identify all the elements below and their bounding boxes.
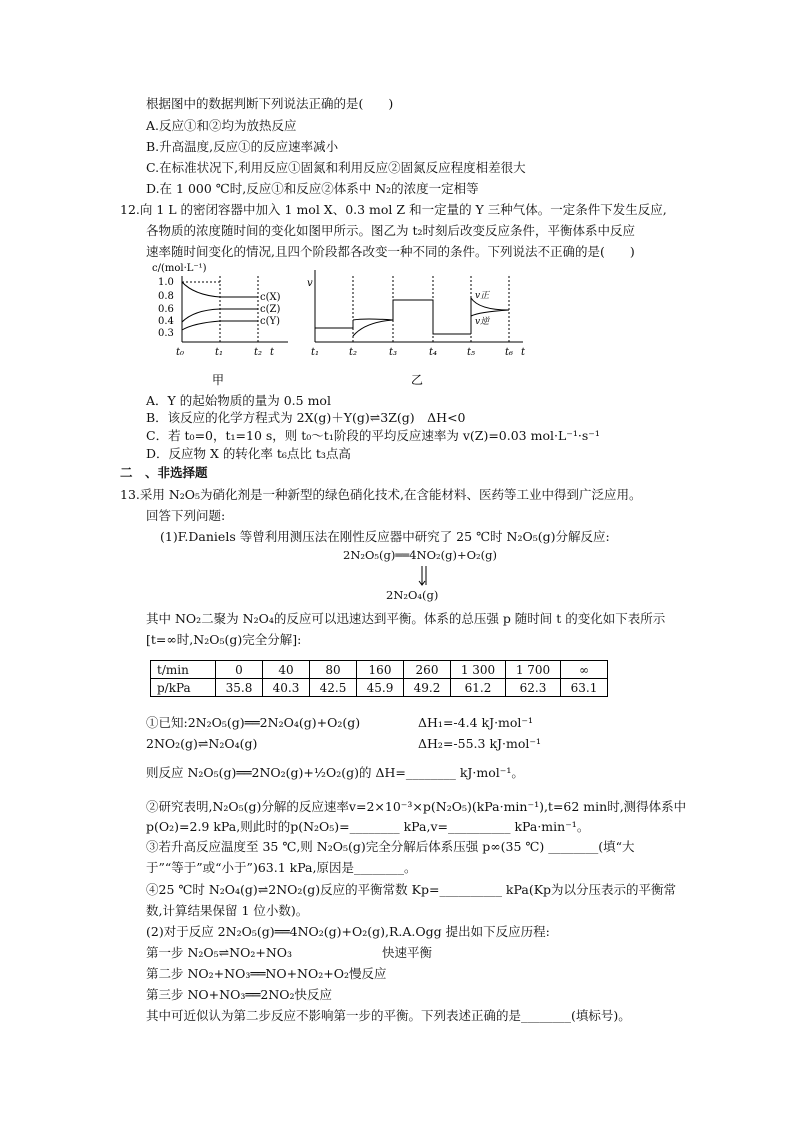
q13-step3: 第三步 NO+NO₃══2NO₂快反应 xyxy=(146,987,333,1002)
q13-known-1-dh: ΔH₁=-4.4 kJ·mol⁻¹ xyxy=(418,715,534,730)
jia-label-z: c(Z) xyxy=(260,304,281,315)
jia-xtick-t: t xyxy=(270,347,275,358)
pressure-table xyxy=(150,660,608,697)
q13-subq3-line1: ③若升高反应温度至 35 ℃,则 N₂O₅(g)完全分解后体系压强 p∞(35 ℃) ________(填“大 xyxy=(146,839,635,854)
yi-xtick-t4: t₄ xyxy=(429,347,438,358)
equilibrium-arrow-icon xyxy=(414,565,438,587)
q12-option-b: B．该反应的化学方程式为 2X(g)＋Y(g)⇌3Z(g) ΔH<0 xyxy=(146,410,466,425)
table-cell: 1 300 xyxy=(451,661,506,679)
yi-label-vni: v逆 xyxy=(475,317,490,327)
q13-equation-bottom: 2N₂O₄(g) xyxy=(386,588,439,602)
q11-option-a: A.反应①和②均为放热反应 xyxy=(146,118,297,133)
table-cell: 45.9 xyxy=(357,679,404,697)
jia-ytick-03: 0.3 xyxy=(158,328,174,339)
yi-stage1 xyxy=(315,320,393,336)
table-cell: 160 xyxy=(357,661,404,679)
yi-stage1-b xyxy=(353,319,393,320)
yi-xtick-t3: t₃ xyxy=(389,347,398,358)
yi-ylabel: v xyxy=(307,278,313,289)
q13-para3: [t=∞时,N₂O₅(g)完全分解]: xyxy=(146,632,302,647)
yi-label-vzheng: v正 xyxy=(475,291,490,301)
q13-step1: 第一步 N₂O₅⇌NO₂+NO₃ xyxy=(146,945,293,960)
table-cell: 49.2 xyxy=(404,679,451,697)
yi-v-forward xyxy=(471,298,509,334)
q13-step1-note: 快速平衡 xyxy=(382,945,433,960)
q13-known-2: 2NO₂(g)⇌N₂O₄(g) xyxy=(146,736,258,751)
table-cell: 80 xyxy=(310,661,357,679)
table-cell: 0 xyxy=(216,661,263,679)
table-cell: 40 xyxy=(263,661,310,679)
jia-ytick-10: 1.0 xyxy=(158,277,174,288)
table-row xyxy=(151,679,608,697)
yi-xtick-t6: t₆ xyxy=(505,347,514,358)
q13-stem-line2: 回答下列问题: xyxy=(146,508,226,523)
q13-known-2-dh: ΔH₂=-55.3 kJ·mol⁻¹ xyxy=(418,736,541,751)
q11-stem: 根据图中的数据判断下列说法正确的是( ) xyxy=(146,96,394,111)
q12-option-c: C．若 t₀=0，t₁=10 s，则 t₀～t₁阶段的平均反应速率为 v(Z)=0.03 mol·L⁻¹·s⁻¹ xyxy=(146,428,600,443)
jia-label-y: c(Y) xyxy=(260,316,281,327)
jia-xtick-t2: t₂ xyxy=(254,347,263,358)
table-cell: ∞ xyxy=(561,661,608,679)
table-cell: 63.1 xyxy=(561,679,608,697)
q12-stem-line3: 速率随时间变化的情况,且四个阶段都各改变一种不同的条件。下列说法不正确的是( ) xyxy=(146,244,635,259)
q13-subq4-line1: ④25 ℃时 N₂O₄(g)⇌2NO₂(g)反应的平衡常数 Kp=__________ kPa(Kp为以分压表示的平衡常 xyxy=(146,882,677,897)
yi-stage2 xyxy=(393,300,471,334)
q12-stem-line2: 各物质的浓度随时间的变化如图甲所示。图乙为 t₂时刻后改变反应条件，平衡体系中反应 xyxy=(146,223,636,238)
jia-ytick-04: 0.4 xyxy=(158,316,174,327)
table-cell: 62.3 xyxy=(506,679,561,697)
table-head-time: t/min xyxy=(151,661,216,679)
q12-option-d: D．反应物 X 的转化率 t₆点比 t₃点高 xyxy=(146,446,351,461)
yi-xtick-t5: t₅ xyxy=(467,347,476,358)
q11-option-c: C.在标准状况下,利用反应①固氮和利用反应②固氮反应程度相差很大 xyxy=(146,160,526,175)
section-heading: 二 、非选择题 xyxy=(120,465,208,480)
yi-xtick-t1: t₁ xyxy=(311,347,320,358)
table-cell: 35.8 xyxy=(216,679,263,697)
table-row xyxy=(151,661,608,679)
q12-option-a: A．Y 的起始物质的量为 0.5 mol xyxy=(146,393,331,408)
table-head-pressure: p/kPa xyxy=(151,679,216,697)
q11-option-b: B.升高温度,反应①的反应速率减小 xyxy=(146,139,339,154)
q11-option-d: D.在 1 000 ℃时,反应①和反应②体系中 N₂的浓度一定相等 xyxy=(146,181,479,196)
q13-known-1: ①已知:2N₂O₅(g)══2N₂O₄(g)+O₂(g) xyxy=(146,715,361,730)
jia-label-x: c(X) xyxy=(260,292,281,303)
q13-final-question: 其中可近似认为第二步反应不影响第一步的平衡。下列表述正确的是________(填标号)。 xyxy=(146,1008,631,1023)
q13-part2: (2)对于反应 2N₂O₅(g)══4NO₂(g)+O₂(g),R.A.Ogg 提出如下反应历程: xyxy=(146,924,550,939)
jia-ylabel: c/(mol·L⁻¹) xyxy=(152,263,207,274)
figure-jia xyxy=(150,262,300,390)
q13-subq3-line2: 于”“等于”或“小于”)63.1 kPa,原因是________。 xyxy=(146,860,417,875)
table-cell: 61.2 xyxy=(451,679,506,697)
q13-stem-line1: 13.采用 N₂O₅为硝化剂是一种新型的绿色硝化技术,在含能材料、医药等工业中得到广泛应用。 xyxy=(120,487,642,502)
jia-ytick-08: 0.8 xyxy=(158,291,174,302)
table-cell: 1 700 xyxy=(506,661,561,679)
yi-caption: 乙 xyxy=(411,373,424,387)
table-cell: 40.3 xyxy=(263,679,310,697)
q13-part1: (1)F.Daniels 等曾利用测压法在刚性反应器中研究了 25 ℃时 N₂O₅(g)分解反应: xyxy=(160,529,610,544)
jia-xtick-t0: t₀ xyxy=(176,347,185,358)
jia-ytick-06: 0.6 xyxy=(158,304,174,315)
q13-subq2-line1: ②研究表明,N₂O₅(g)分解的反应速率v=2×10⁻³×p(N₂O₅)(kPa·min⁻¹),t=62 min时,测得体系中 xyxy=(146,799,687,814)
q13-subq1: 则反应 N₂O₅(g)══2NO₂(g)+½O₂(g)的 ΔH=________ kJ·mol⁻¹。 xyxy=(146,765,524,780)
q13-subq4-line2: 数,计算结果保留 1 位小数)。 xyxy=(146,903,309,918)
table-cell: 42.5 xyxy=(310,679,357,697)
q13-step2: 第二步 NO₂+NO₃══NO+NO₂+O₂慢反应 xyxy=(146,966,387,981)
q13-subq2-line2: p(O₂)=2.9 kPa,则此时的p(N₂O₅)=________ kPa,v=__________ kPa·min⁻¹。 xyxy=(146,819,590,834)
yi-xtick-t2: t₂ xyxy=(349,347,358,358)
yi-xtick-t: t xyxy=(521,347,526,358)
q12-stem-line1: 12.向 1 L 的密闭容器中加入 1 mol X、0.3 mol Z 和一定量的 Y 三种气体。一定条件下发生反应, xyxy=(120,202,667,217)
jia-xtick-t1: t₁ xyxy=(215,347,224,358)
figure-yi xyxy=(305,262,535,390)
q13-para2: 其中 NO₂二聚为 N₂O₄的反应可以迅速达到平衡。体系的总压强 p 随时间 t 的变化如下表所示 xyxy=(146,611,666,626)
jia-caption: 甲 xyxy=(212,373,225,387)
table-cell: 260 xyxy=(404,661,451,679)
q13-equation-top: 2N₂O₅(g)══4NO₂(g)+O₂(g) xyxy=(343,548,497,562)
